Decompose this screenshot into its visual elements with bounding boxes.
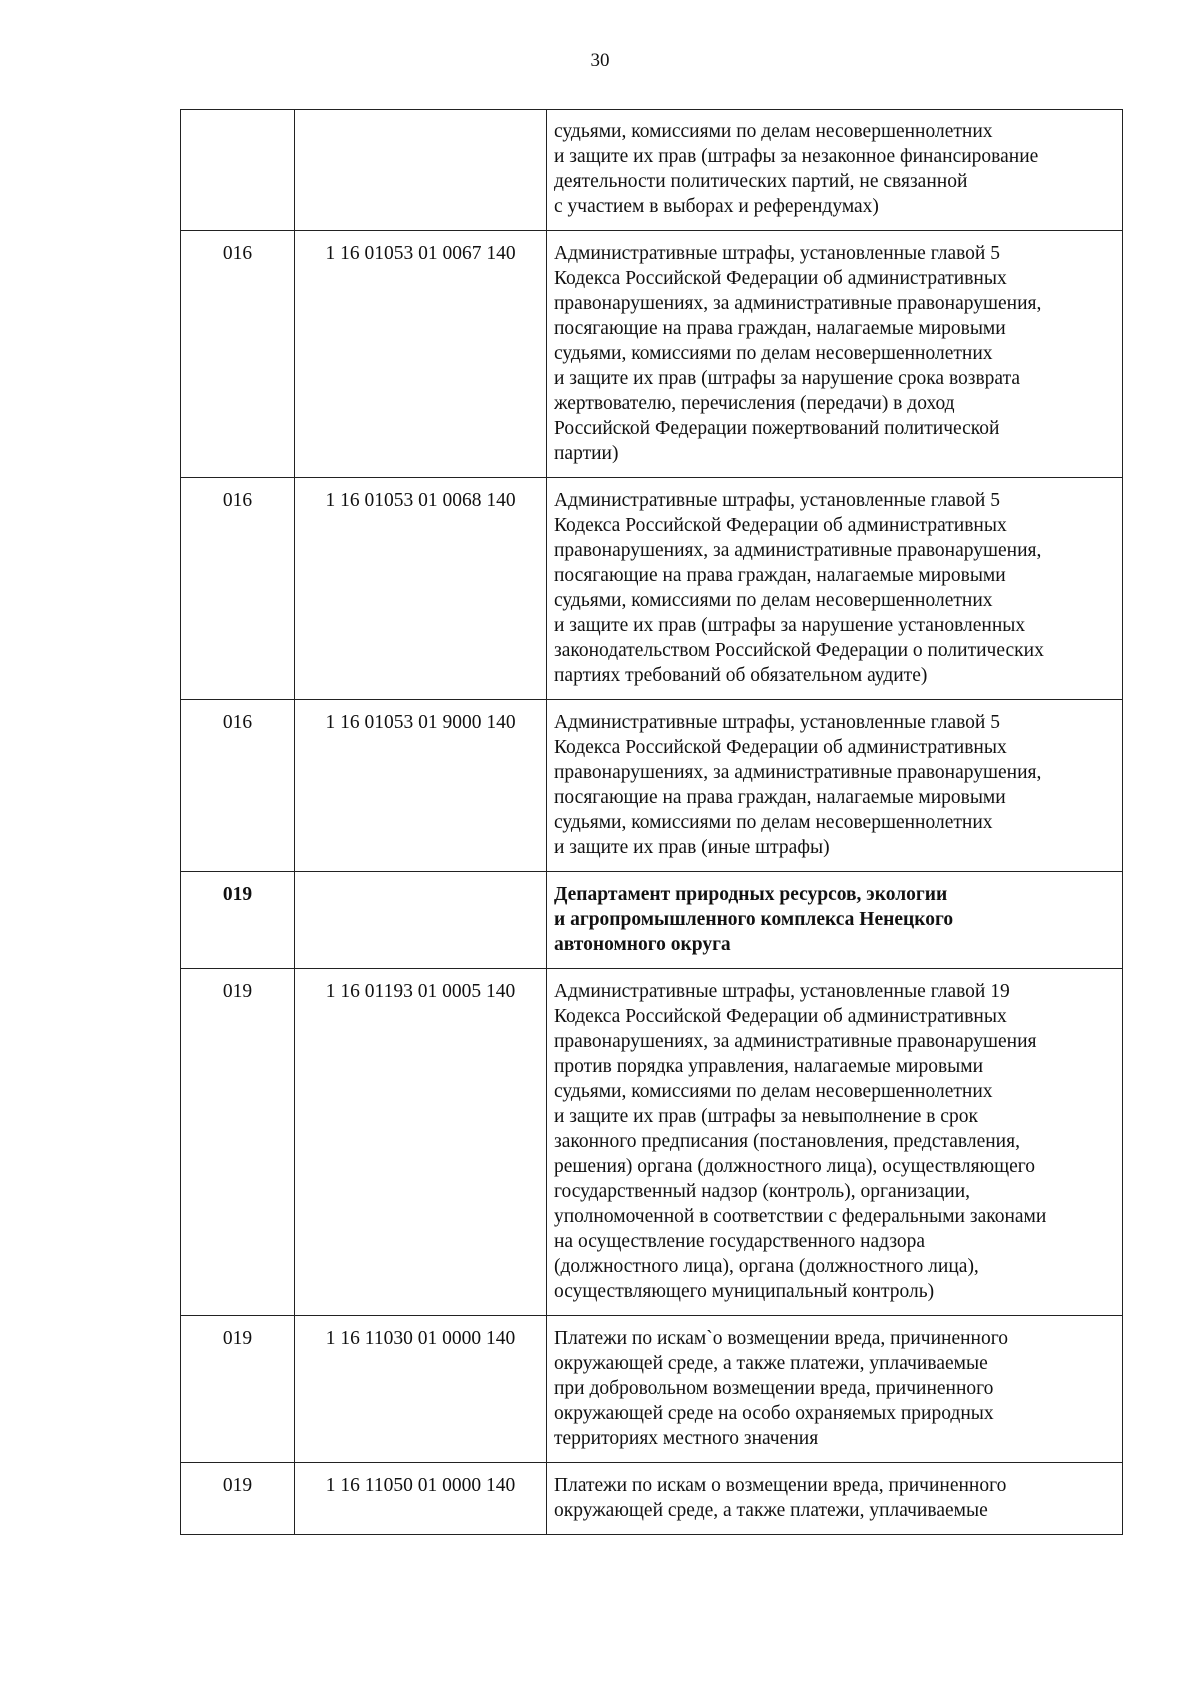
kbk-code-cell: 1 16 01053 01 9000 140 bbox=[295, 700, 547, 872]
kbk-code-cell: 1 16 01053 01 0068 140 bbox=[295, 478, 547, 700]
description-text: Платежи по искам`о возмещении вреда, причиненного окружающей среде, а также платежи, уплачиваемые при добровольном возмещении вреда, причиненного окружающей среде на особо охраняемых природных территориях местного значения bbox=[554, 1328, 1008, 1449]
description-cell bbox=[547, 872, 1123, 969]
kbk-code-cell bbox=[295, 872, 547, 969]
table-row bbox=[181, 231, 1123, 478]
description-text: Административные штрафы, установленные главой 5 Кодекса Российской Федерации об административных правонарушениях, за административные правонарушения, посягающие на права граждан, налагаемые мировыми судьями, комиссиями по делам несовершеннолетних и защите их прав (штрафы за нарушение срока возврата жертвователю, перечисления (передачи) в доход Российской Федерации пожертвований политической партии) bbox=[554, 243, 1042, 464]
description-cell bbox=[547, 1463, 1123, 1535]
revenue-codes-table bbox=[180, 109, 1123, 1535]
table-row-department-header bbox=[181, 872, 1123, 969]
description-cell bbox=[547, 969, 1123, 1316]
kbk-code-cell: 1 16 01193 01 0005 140 bbox=[295, 969, 547, 1316]
description-cell bbox=[547, 1316, 1123, 1463]
table-row bbox=[181, 969, 1123, 1316]
table-row bbox=[181, 478, 1123, 700]
department-name: Департамент природных ресурсов, экологии и агропромышленного комплекса Ненецкого автономного округа bbox=[554, 884, 954, 955]
page-number: 30 bbox=[590, 50, 610, 71]
description-cell bbox=[547, 478, 1123, 700]
description-text: Платежи по искам о возмещении вреда, причиненного окружающей среде, а также платежи, уплачиваемые bbox=[554, 1475, 1007, 1521]
description-cell bbox=[547, 231, 1123, 478]
admin-code-cell bbox=[181, 110, 295, 231]
description-cell bbox=[547, 110, 1123, 231]
table-row bbox=[181, 1316, 1123, 1463]
admin-code-cell: 016 bbox=[181, 231, 295, 478]
description-text: судьями, комиссиями по делам несовершеннолетних и защите их прав (штрафы за незаконное финансирование деятельности политических партий, не связанной с участием в выборах и референдумах) bbox=[554, 121, 1039, 217]
kbk-code-cell: 1 16 11030 01 0000 140 bbox=[295, 1316, 547, 1463]
admin-code-cell: 019 bbox=[181, 1316, 295, 1463]
admin-code-cell: 019 bbox=[181, 872, 295, 969]
admin-code-cell: 019 bbox=[181, 969, 295, 1316]
admin-code-cell: 016 bbox=[181, 700, 295, 872]
kbk-code-cell: 1 16 01053 01 0067 140 bbox=[295, 231, 547, 478]
description-text: Административные штрафы, установленные главой 5 Кодекса Российской Федерации об административных правонарушениях, за административные правонарушения, посягающие на права граждан, налагаемые мировыми судьями, комиссиями по делам несовершеннолетних и защите их прав (иные штрафы) bbox=[554, 712, 1042, 858]
table-row bbox=[181, 700, 1123, 872]
admin-code-cell: 016 bbox=[181, 478, 295, 700]
kbk-code-cell bbox=[295, 110, 547, 231]
description-text: Административные штрафы, установленные главой 5 Кодекса Российской Федерации об административных правонарушениях, за административные правонарушения, посягающие на права граждан, налагаемые мировыми судьями, комиссиями по делам несовершеннолетних и защите их прав (штрафы за нарушение установленных законодательством Российской Федерации о политических партиях требований об обязательном аудите) bbox=[554, 490, 1044, 686]
description-cell bbox=[547, 700, 1123, 872]
description-text: Административные штрафы, установленные главой 19 Кодекса Российской Федерации об административных правонарушениях, за административные правонарушения против порядка управления, налагаемые мировыми судьями, комиссиями по делам несовершеннолетних и защите их прав (штрафы за невыполнение в срок законного предписания (постановления, представления, решения) органа (должностного лица), осуществляющего государственный надзор (контроль), организации, уполномоченной в соответствии с федеральными законами на осуществление государственного надзора (должностного лица), органа (должностного лица), осуществляющего муниципальный контроль) bbox=[554, 981, 1047, 1302]
kbk-code-cell: 1 16 11050 01 0000 140 bbox=[295, 1463, 547, 1535]
table-row bbox=[181, 110, 1123, 231]
admin-code-cell: 019 bbox=[181, 1463, 295, 1535]
table-row bbox=[181, 1463, 1123, 1535]
